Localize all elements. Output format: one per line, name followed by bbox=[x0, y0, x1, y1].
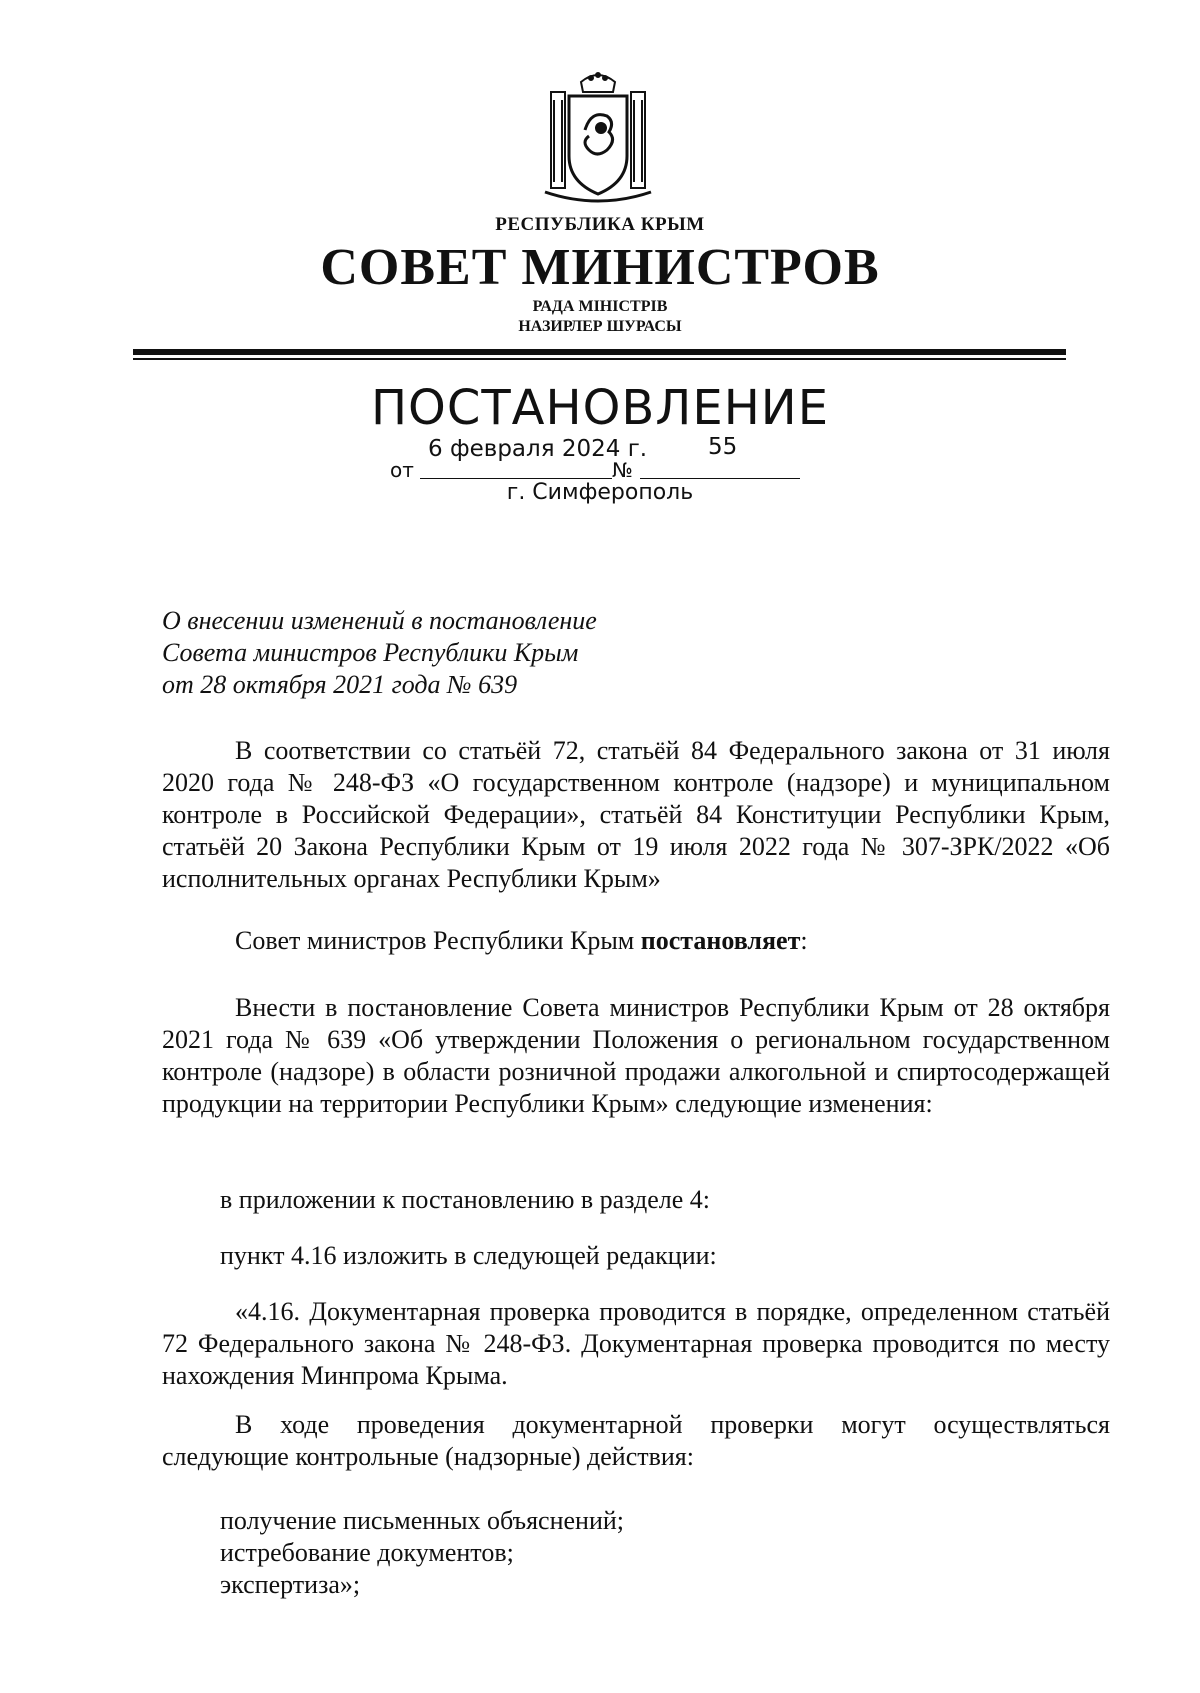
date-prefix: от bbox=[390, 458, 414, 482]
point-paragraph: пункт 4.16 изложить в следующей редакции: bbox=[220, 1241, 717, 1270]
decree-city: г. Симферополь bbox=[506, 480, 694, 505]
resolves-paragraph bbox=[162, 925, 1110, 957]
control-actions-list bbox=[220, 1505, 624, 1601]
decree-subject bbox=[162, 605, 597, 701]
list-item: экспертиза»; bbox=[220, 1570, 361, 1599]
council-name: СОВЕТ МИНИСТРОВ bbox=[320, 239, 880, 296]
document-type-title: ПОСТАНОВЛЕНИЕ bbox=[370, 380, 830, 436]
number-underline bbox=[640, 478, 800, 479]
list-item: получение письменных объяснений; bbox=[220, 1506, 624, 1535]
subject-line: от 28 октября 2021 года № 639 bbox=[162, 670, 518, 699]
resolves-colon: : bbox=[800, 926, 808, 955]
preamble-paragraph: В соответствии со статьёй 72, статьёй 84 Федерального закона от 31 июля 2020 года № 248-ФЗ «О государственном контроле (надзоре) и муниципальном контроле в Российской Федерации», статьёй 84 Конституции Республики Крым, статьёй 20 Закона Республики Крым от 19 июля 2022 года № 307-ЗРК/2022 «Об исполнительных органах Республики Крым» bbox=[162, 736, 1110, 893]
council-name-crimean-tatar: НАЗИРЛЕР ШУРАСЫ bbox=[518, 318, 682, 335]
resolves-keyword: постановляет bbox=[640, 926, 801, 955]
subject-line: Совета министров Республики Крым bbox=[162, 638, 579, 667]
republic-name: РЕСПУБЛИКА КРЫМ bbox=[495, 214, 705, 235]
list-item: истребование документов; bbox=[220, 1538, 514, 1567]
quoted-actions-intro: В ходе проведения документарной проверки могут осуществляться следующие контрольные (надзорные) действия: bbox=[162, 1410, 1110, 1471]
quoted-point-paragraph: «4.16. Документарная проверка проводится в порядке, определенном статьёй 72 Федерального закона № 248-ФЗ. Документарная проверка проводится по месту нахождения Минпрома Крыма. bbox=[162, 1297, 1110, 1390]
date-underline bbox=[420, 478, 612, 479]
appendix-paragraph: в приложении к постановлению в разделе 4: bbox=[220, 1185, 711, 1214]
subject-line: О внесении изменений в постановление bbox=[162, 606, 597, 635]
republic-of-crimea-emblem bbox=[541, 70, 655, 203]
resolves-text: Совет министров Республики Крым bbox=[235, 926, 641, 955]
decree-number: 55 bbox=[708, 434, 738, 460]
header-divider-thin bbox=[133, 358, 1066, 360]
amendment-paragraph: Внести в постановление Совета министров Республики Крым от 28 октября 2021 года № 639 «Об утверждении Положения о региональном государственном контроле (надзоре) в области розничной продажи алкогольной и спиртосодержащей продукции на территории Республики Крым» следующие изменения: bbox=[162, 993, 1110, 1118]
number-label: № bbox=[612, 458, 633, 482]
decree-date-number-line bbox=[390, 434, 810, 482]
council-name-ukrainian: РАДА МІНІСТРІВ bbox=[532, 298, 668, 315]
decree-date: 6 февраля 2024 г. bbox=[428, 436, 648, 462]
header-divider-thick bbox=[133, 349, 1066, 355]
